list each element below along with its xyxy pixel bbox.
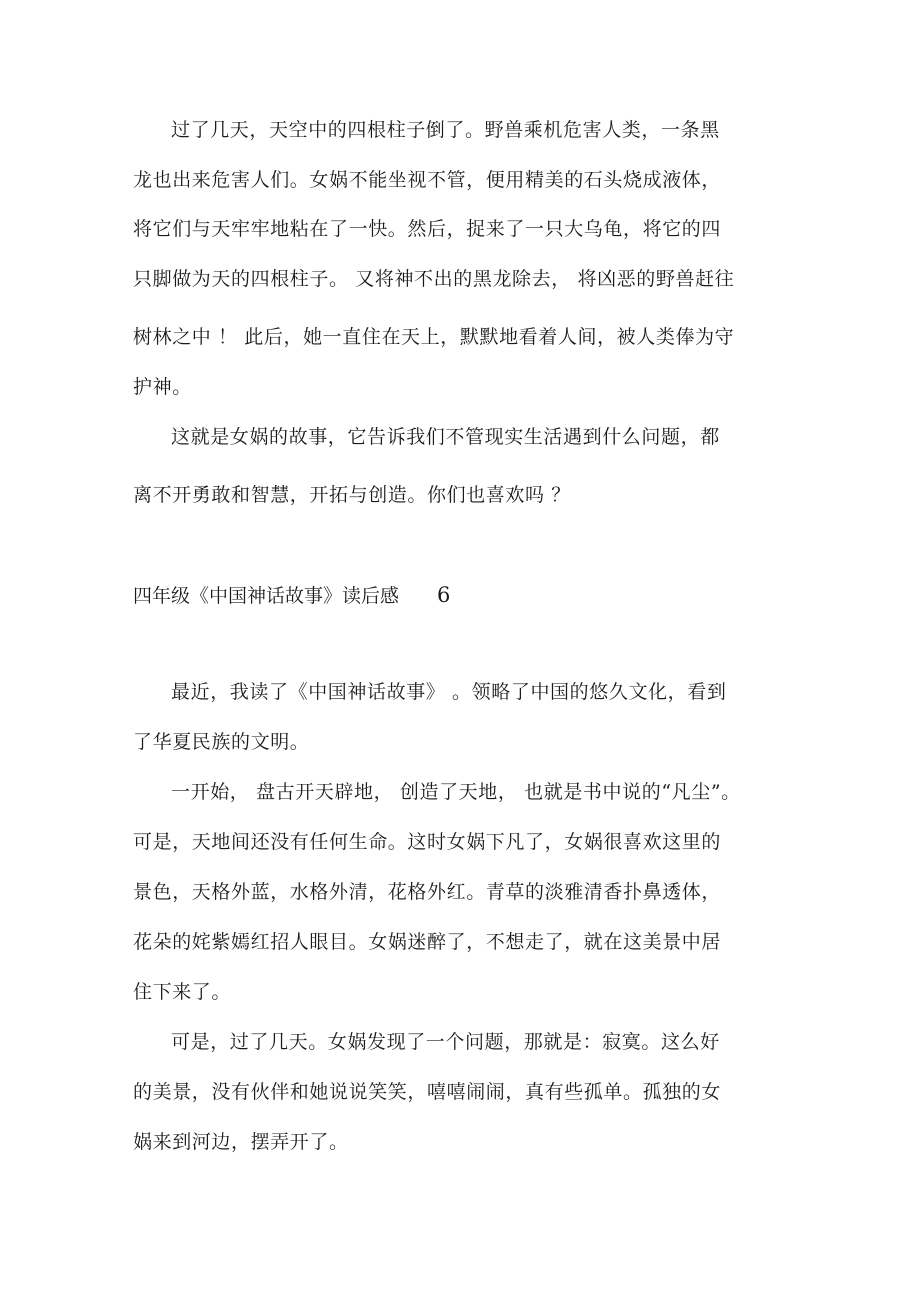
text-line: 最近，我读了《中国神话故事》 。领略了中国的悠久文化，看到 (171, 681, 727, 703)
text-line: 的美景，没有伙伴和她说说笑笑，嘻嘻闹闹，真有些孤单。孤独的女 (133, 1081, 722, 1103)
text-line: 景色，天格外蓝，水格外清，花格外红。青草的淡雅清香扑鼻透体， (133, 881, 722, 903)
text-line: 住下来了。 (133, 981, 232, 1003)
text-line: 可是，天地间还没有任何生命。这时女娲下凡了，女娲很喜欢这里的 (133, 831, 722, 853)
text-line: 只脚做为天的四根柱子。 又将神不出的黑龙除去， 将凶恶的野兽赶往 (133, 268, 735, 290)
section-heading (133, 583, 450, 608)
text-line: 可是，过了几天。女娲发现了一个问题，那就是：寂寞。这么好 (171, 1031, 720, 1053)
text-line: 护神。 (133, 376, 192, 398)
text-line: 树林之中 ！ 此后，她一直住在天上，默默地看着人间，被人类俸为守 (133, 326, 735, 348)
heading-number: 6 (437, 583, 451, 607)
text-line: 将它们与天牢牢地粘在了一快。然后，捉来了一只大乌龟，将它的四 (133, 218, 722, 240)
text-line: 了华夏民族的文明。 (133, 731, 310, 753)
text-line: 花朵的姹紫嫣红招人眼目。女娲迷醉了，不想走了，就在这美景中居 (133, 931, 722, 953)
text-line: 过了几天，天空中的四根柱子倒了。野兽乘机危害人类，一条黑 (171, 119, 720, 141)
text-line: 龙也出来危害人们。女娲不能坐视不管，便用精美的石头烧成液体， (133, 169, 722, 191)
text-line: 这就是女娲的故事，它告诉我们不管现实生活遇到什么问题，都 (171, 426, 720, 448)
text-line: 一开始， 盘古开天辟地， 创造了天地， 也就是书中说的“凡尘”。 (171, 781, 741, 803)
text-line: 娲来到河边，摆弄开了。 (133, 1131, 349, 1153)
text-line: 离不开勇敢和智慧，开拓与创造。你们也喜欢吗 ？ (133, 484, 571, 506)
heading-title: 四年级《中国神话故事》读后感 (133, 585, 400, 607)
